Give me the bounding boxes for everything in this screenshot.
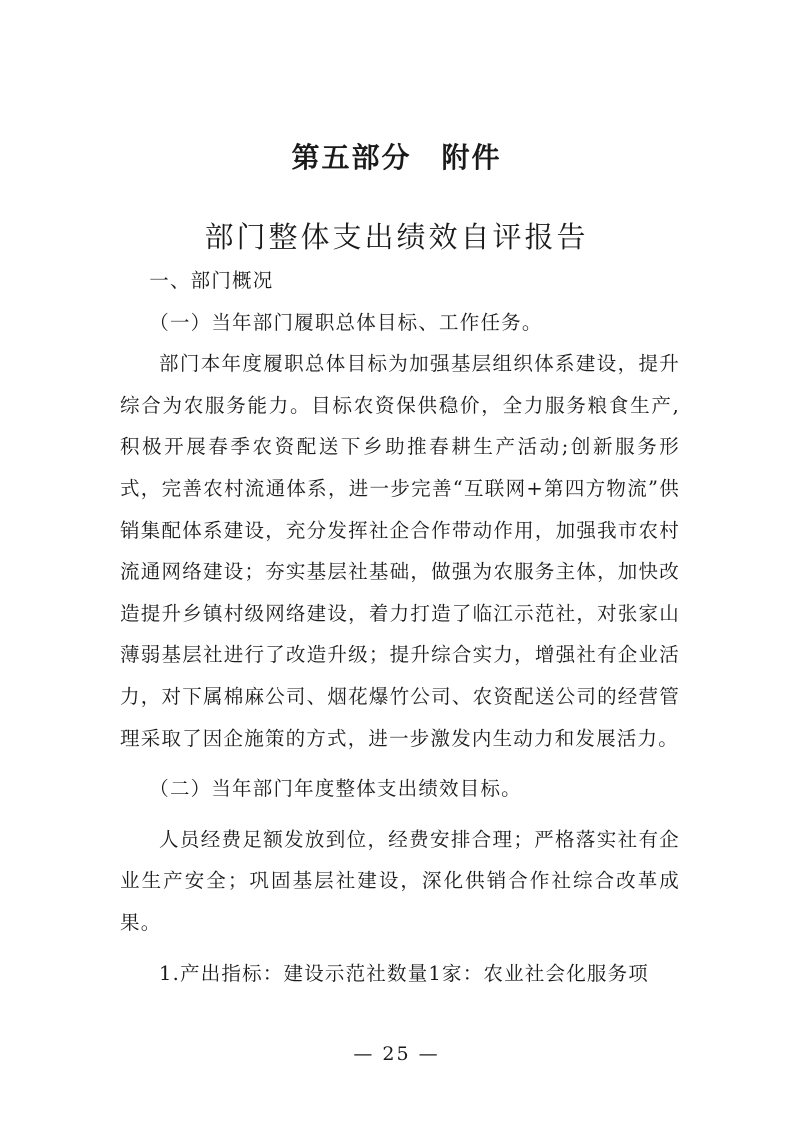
section-heading-department-overview: 一、部门概况 — [149, 269, 274, 292]
paragraph-annual-goals: 部门本年度履职总体目标为加强基层组织体系建设，提升综合为农服务能力。目标农资保供稳价，全力服务粮食生产,积极开展春季农资配送下乡助推春耕生产活动;创新服务形式，完善农村流通体系，进一步完善“互联网+第四方物流”供销集配体系建设，充分发挥社企合作带动作用，加强我市农村流通网络建设；夯实基层社基础，做强为农服务主体，加快改造提升乡镇村级网络建设，着力打造了临江示范社，对张家山薄弱基层社进行了改造升级；提升综合实力，增强社有企业活力，对下属棉麻公司、烟花爆竹公司、农资配送公司的经营管理采取了因企施策的方式，进一步激发内生动力和发展活力。 — [120, 352, 680, 750]
subsection-heading-performance-targets: （二）当年部门年度整体支出绩效目标。 — [149, 777, 522, 801]
part-title: 第五部分 附件 — [291, 141, 502, 174]
paragraph-performance-targets: 人员经费足额发放到位，经费安排合理；严格落实社有企业生产安全；巩固基层社建设，深化供销合作社综合改革成果。 — [120, 827, 680, 934]
page-number: — 25 — — [353, 1043, 440, 1065]
report-title: 部门整体支出绩效自评报告 — [204, 220, 589, 254]
report-body — [120, 260, 680, 994]
subsection-heading-goals-tasks: （一）当年部门履职总体目标、工作任务。 — [149, 310, 543, 334]
paragraph-output-indicators: 1.产出指标：建设示范社数量1家：农业社会化服务项 — [159, 961, 650, 985]
